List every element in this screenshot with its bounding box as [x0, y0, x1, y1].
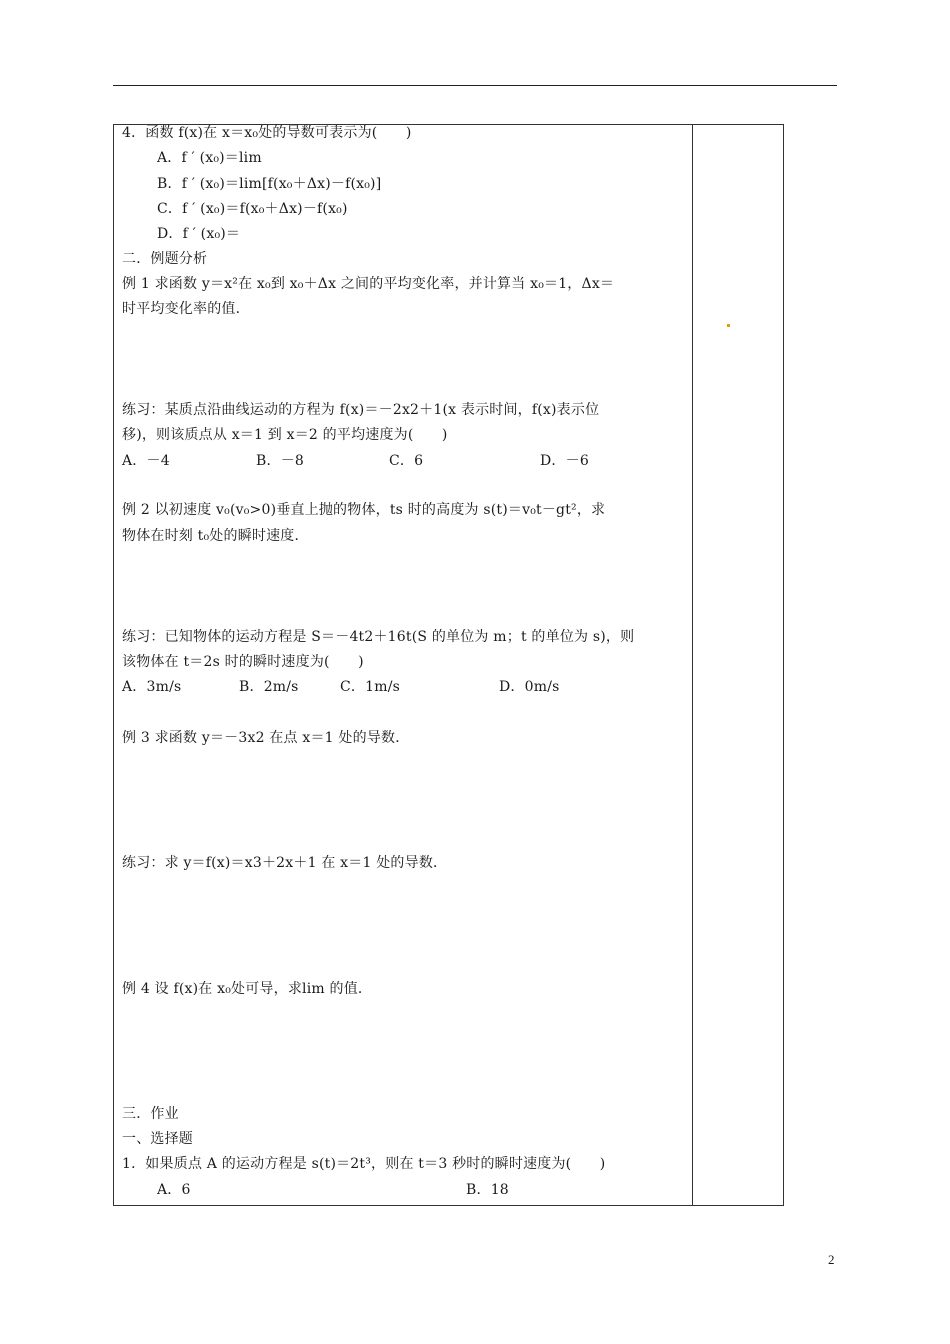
text-line-pr1b: 移)，则该质点从 x＝1 到 x＝2 的平均速度为( ): [122, 427, 448, 443]
text-line-ex2b: 物体在时刻 t₀处的瞬时速度．: [122, 528, 309, 544]
page-number: 2: [828, 1252, 835, 1267]
header-rule: [113, 85, 837, 86]
text-line-pr2o1: A．3m/s: [122, 679, 182, 695]
text-line-ex1b: 时平均变化率的值．: [122, 301, 250, 317]
text-line-q4a: A．f ′ (x₀)＝lim: [157, 150, 262, 166]
text-line-pr2o4: D．0m/s: [499, 679, 560, 695]
text-line-q4: 4．函数 f(x)在 x＝x₀处的导数可表示为( ): [122, 125, 412, 141]
text-line-q4b: B．f ′ (x₀)＝lim[f(x₀＋Δx)－f(x₀)]: [157, 176, 382, 192]
text-line-pr1o4: D．－6: [540, 453, 589, 469]
text-line-pr1o3: C．6: [389, 453, 424, 469]
text-line-pr2o2: B．2m/s: [239, 679, 299, 695]
text-line-ex4: 例 4 设 f(x)在 x₀处可导，求lim 的值．: [122, 981, 373, 997]
text-line-q4c: C．f ′ (x₀)＝f(x₀＋Δx)－f(x₀): [157, 201, 348, 217]
notes-column-divider: [692, 124, 693, 1206]
text-line-hw1: 1．如果质点 A 的运动方程是 s(t)＝2t³，则在 t＝3 秒时的瞬时速度为( ): [122, 1156, 606, 1172]
text-line-pr1o2: B．－8: [256, 453, 304, 469]
text-line-pr1a: 练习：某质点沿曲线运动的方程为 f(x)＝－2x2＋1(x 表示时间，f(x)表示位: [122, 402, 600, 418]
text-line-sec3a: 一、选择题: [122, 1131, 193, 1147]
text-line-ex3: 例 3 求函数 y＝－3x2 在点 x＝1 处的导数．: [122, 730, 410, 746]
text-line-ex1a: 例 1 求函数 y＝x²在 x₀到 x₀＋Δx 之间的平均变化率，并计算当 x₀＝1，Δx＝: [122, 276, 615, 292]
text-line-sec3: 三．作业: [122, 1106, 179, 1122]
text-line-sec2: 二．例题分析: [122, 251, 208, 267]
text-line-hw1b: B．18: [466, 1182, 509, 1198]
text-line-pr2a: 练习：已知物体的运动方程是 S＝－4t2＋16t(S 的单位为 m；t 的单位为 s)，则: [122, 629, 635, 645]
text-line-pr3: 练习：求 y＝f(x)＝x3＋2x＋1 在 x＝1 处的导数．: [122, 855, 448, 871]
text-line-hw1a: A．6: [157, 1182, 191, 1198]
text-line-q4d: D．f ′ (x₀)＝: [157, 226, 241, 242]
text-line-ex2a: 例 2 以初速度 v₀(v₀>0)垂直上抛的物体，ts 时的高度为 s(t)＝v₀t－gt²，求: [122, 502, 606, 518]
text-line-pr1o1: A．－4: [122, 453, 170, 469]
text-line-pr2o3: C．1m/s: [340, 679, 400, 695]
text-line-pr2b: 该物体在 t＝2s 时的瞬时速度为( ): [122, 654, 364, 670]
margin-mark: [727, 324, 730, 327]
